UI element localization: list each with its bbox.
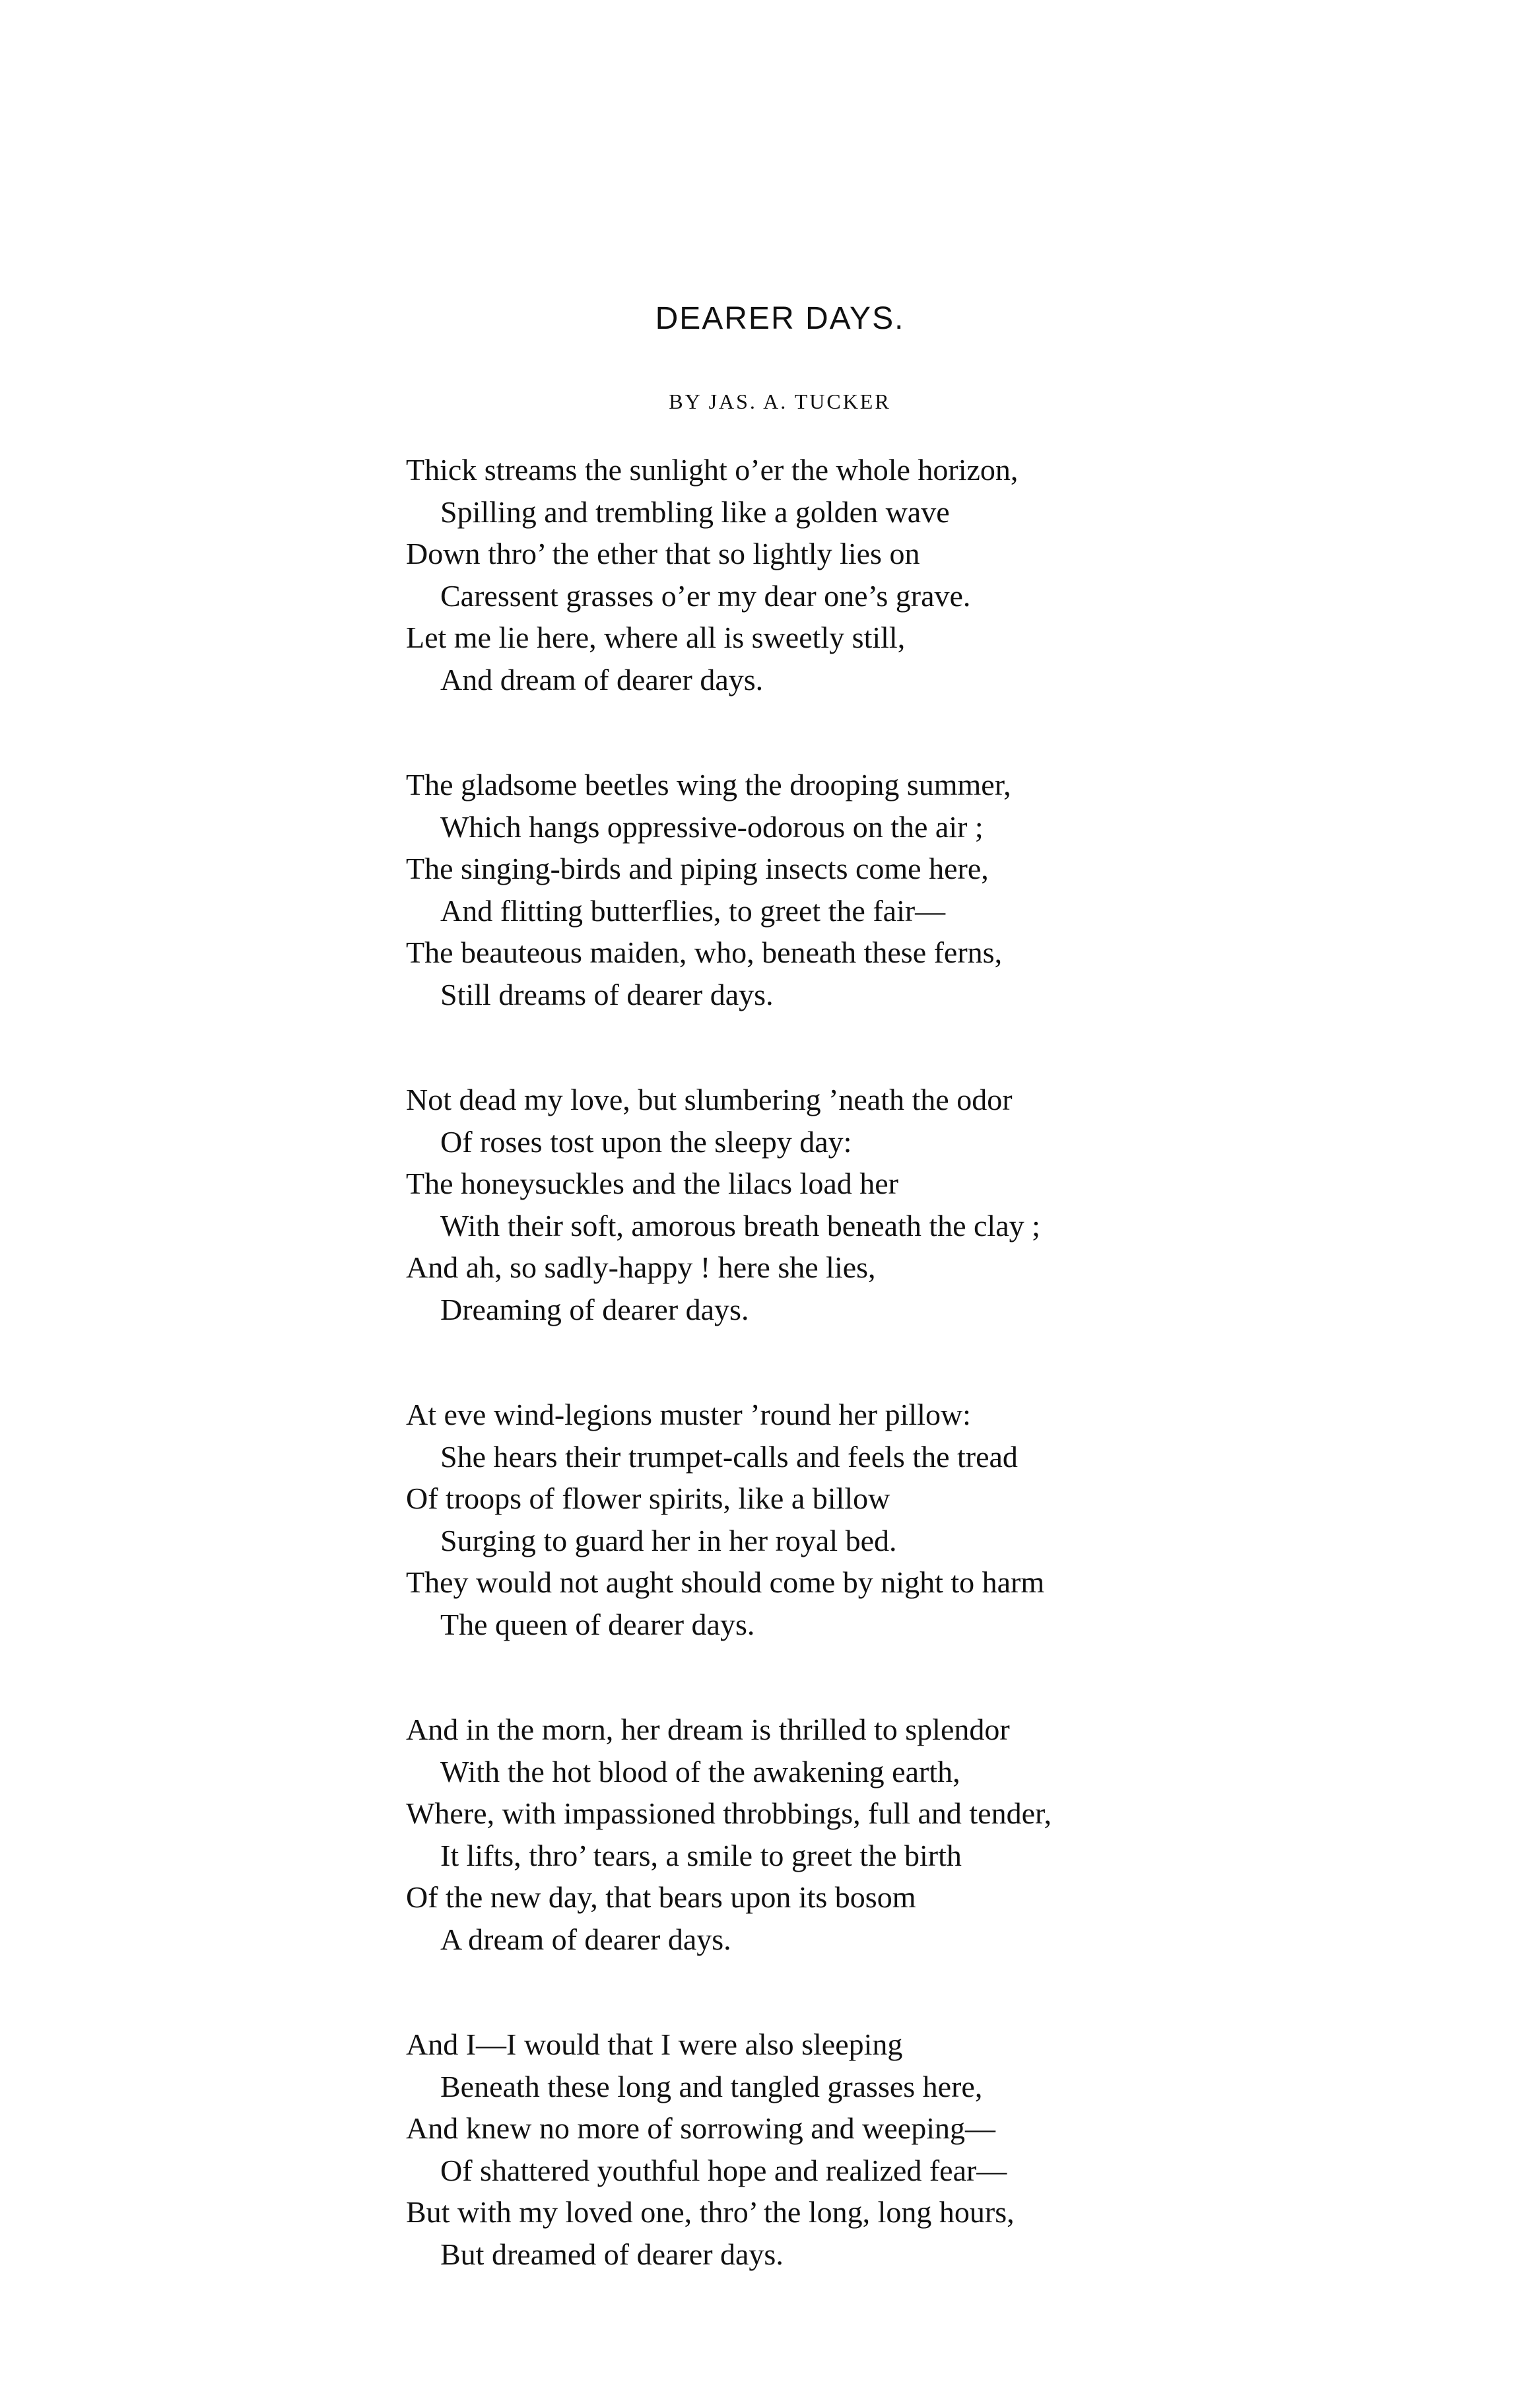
poem-line: Surging to guard her in her royal bed. xyxy=(440,1523,897,1557)
poem-byline: BY JAS. A. TUCKER xyxy=(669,390,891,413)
poem-line: Spilling and trembling like a golden wave xyxy=(440,494,950,529)
poem-line: The queen of dearer days. xyxy=(440,1607,755,1641)
poem-line: Let me lie here, where all is sweetly still, xyxy=(406,621,906,654)
stanza xyxy=(406,1394,1475,1645)
stanza xyxy=(406,1709,1475,1960)
poem-line: The beauteous maiden, who, beneath these ferns, xyxy=(406,936,1003,969)
poem-line: And dream of dearer days. xyxy=(440,662,764,697)
poem-line: Of the new day, that bears upon its bosom xyxy=(406,1880,916,1914)
poem-line: And knew no more of sorrowing and weeping— xyxy=(406,2111,995,2145)
poem-line: A dream of dearer days. xyxy=(440,1922,731,1956)
poem-line: With the hot blood of the awakening earth, xyxy=(440,1754,960,1788)
poem-line: The honeysuckles and the lilacs load her xyxy=(406,1167,898,1200)
poem-line: Which hangs oppressive-odorous on the air ; xyxy=(440,809,984,844)
poem-line: Where, with impassioned throbbings, full and tender, xyxy=(406,1796,1052,1830)
poem-line: With their soft, amorous breath beneath the clay ; xyxy=(440,1208,1040,1242)
poem-line: Caressent grasses o’er my dear one’s grave. xyxy=(440,578,971,613)
stanza xyxy=(406,449,1475,700)
poem-line: And I—I would that I were also sleeping xyxy=(406,2027,903,2061)
poem-line: Not dead my love, but slumbering ’neath the odor xyxy=(406,1083,1013,1116)
poem-line: Of shattered youthful hope and realized fear— xyxy=(440,2153,1007,2187)
poem-line: Of troops of flower spirits, like a billow xyxy=(406,1481,890,1515)
stanza xyxy=(406,1079,1475,1330)
poem-line: Dreaming of dearer days. xyxy=(440,1292,749,1326)
poem-line: And flitting butterflies, to greet the fair— xyxy=(440,893,946,928)
stanza xyxy=(406,2024,1475,2275)
poem-line: But with my loved one, thro’ the long, long hours, xyxy=(406,2195,1015,2229)
poem-title: DEARER DAYS. xyxy=(655,301,905,336)
poem-line: Of roses tost upon the sleepy day: xyxy=(440,1124,852,1159)
poem-line: Down thro’ the ether that so lightly lies on xyxy=(406,537,920,570)
poem-line: At eve wind-legions muster ’round her pillow: xyxy=(406,1398,971,1431)
poem-line: And in the morn, her dream is thrilled to splendor xyxy=(406,1713,1010,1746)
poem-line: They would not aught should come by night to harm xyxy=(406,1565,1045,1599)
poem-line: But dreamed of dearer days. xyxy=(440,2237,784,2271)
poem-line: And ah, so sadly-happy ! here she lies, xyxy=(406,1250,876,1284)
poem-line: It lifts, thro’ tears, a smile to greet the birth xyxy=(440,1838,962,1872)
poem-line: Beneath these long and tangled grasses here, xyxy=(440,2069,983,2103)
stanza xyxy=(406,764,1475,1015)
poem-line: Thick streams the sunlight o’er the whole horizon, xyxy=(406,453,1019,487)
poem-line: She hears their trumpet-calls and feels the tread xyxy=(440,1439,1018,1474)
poem-line: The gladsome beetles wing the drooping summer, xyxy=(406,768,1011,801)
poem-line: Still dreams of dearer days. xyxy=(440,977,774,1011)
poem-line: The singing-birds and piping insects come here, xyxy=(406,852,989,885)
poem-body xyxy=(406,449,1475,2338)
